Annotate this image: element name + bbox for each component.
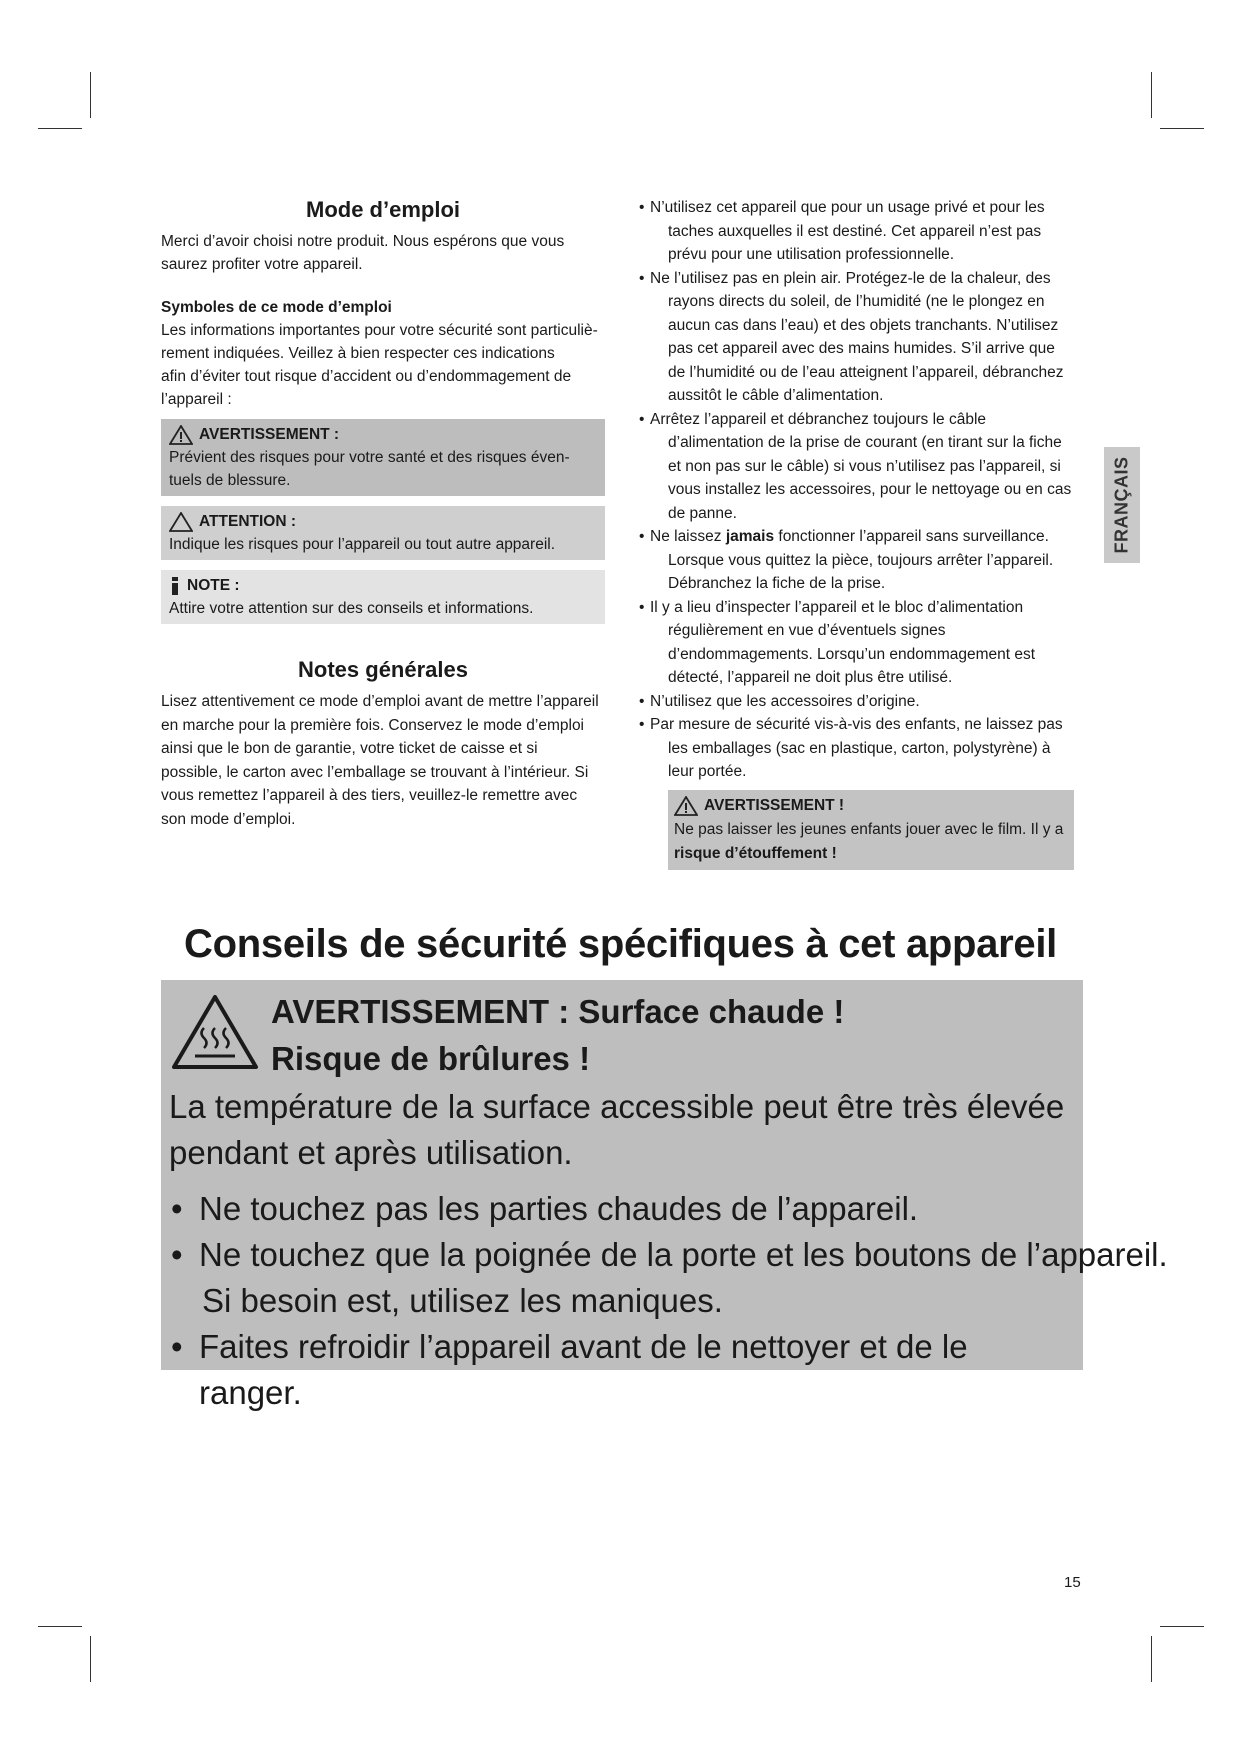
note-label: NOTE : [187, 577, 240, 594]
hot-surface-heading-line: AVERTISSEMENT : Surface chaude ! [271, 993, 845, 1030]
crop-mark [90, 72, 91, 118]
list-item-text: Si besoin est, utilisez les maniques. [202, 1282, 723, 1319]
mode-emploi-title: Mode d’emploi [306, 197, 460, 222]
list-item-text: fonctionner l’appareil sans surveillance. Lorsque vous quittez la pièce, toujours arrêter l’appareil. Débranchez la fiche de la prise. [668, 528, 1054, 592]
crop-mark [1151, 72, 1152, 118]
language-tab-label: FRANÇAIS [1111, 456, 1132, 554]
suffocation-warning-box [668, 790, 1074, 870]
hot-surface-heading [271, 988, 844, 1082]
crop-mark [1160, 128, 1204, 129]
list-item: • Arrêtez l’appareil et débranchez toujours le câble d’alimentation de la prise de courant (en tirant sur la fiche et non pas sur le câble) si vous n’utilisez pas l’appareil, si vous installez les accessoires, pour le nettoyage ou en cas de panne. [636, 408, 1074, 526]
suffocation-warning-text: Ne pas laisser les jeunes enfants jouer avec le film. Il y a [674, 820, 1064, 838]
general-line: en marche pour la première fois. Conservez le mode d’emploi [161, 716, 585, 734]
hot-surface-list [169, 1186, 1168, 1416]
language-tab [1104, 447, 1140, 563]
symbols-line: rement indiquées. Veillez à bien respecter ces indications [161, 345, 555, 362]
suffocation-warning-bold: risque d’étouffement ! [674, 844, 837, 862]
warning-label: AVERTISSEMENT : [199, 426, 340, 443]
general-line: son mode d’emploi. [161, 810, 296, 828]
hot-surface-heading-line: Risque de brûlures ! [271, 1040, 591, 1077]
hot-surface-text: pendant et après utilisation. [169, 1134, 573, 1171]
general-line: Lisez attentivement ce mode d’emploi avant de mettre l’appareil [161, 693, 599, 710]
symbols-line: Les informations importantes pour votre sécurité sont particuliè- [161, 322, 598, 339]
warning-line: Prévient des risques pour votre santé et des risques éven- [169, 449, 570, 466]
left-column [161, 196, 605, 831]
right-column [636, 196, 1074, 870]
warning-triangle-icon [169, 425, 193, 445]
list-item: • Par mesure de sécurité vis-à-vis des enfants, ne laissez pas les emballages (sac en plastique, carton, polystyrène) à leur portée. [636, 713, 1074, 784]
warning-box [161, 419, 605, 496]
hot-surface-text: La température de la surface accessible peut être très élevée [169, 1088, 1065, 1125]
info-icon [169, 576, 181, 596]
warning-triangle-icon [674, 796, 698, 816]
note-text: Attire votre attention sur des conseils et informations. [169, 600, 534, 617]
intro-line: saurez profiter votre appareil. [161, 256, 363, 273]
hot-surface-body [169, 1084, 1168, 1416]
list-item [636, 525, 1074, 596]
list-item-text: Ne touchez que la poignée de la porte et les boutons de l’appareil. [199, 1236, 1168, 1273]
page-number: 15 [1064, 1574, 1081, 1591]
general-notes-title: Notes générales [298, 657, 468, 682]
symbols-line: afin d’éviter tout risque d’accident ou d’endommagement de [161, 368, 572, 385]
list-item [169, 1232, 1168, 1324]
list-item: • N’utilisez cet appareil que pour un usage privé et pour les taches auxquelles il est destiné. Cet appareil n’est pas prévu pour une utilisation professionnelle. [636, 196, 1074, 267]
note-box [161, 570, 605, 624]
general-line: ainsi que le bon de garantie, votre ticket de caisse et si [161, 740, 538, 757]
list-item-text: Ne laissez [650, 528, 726, 545]
intro-line: Merci d’avoir choisi notre produit. Nous espérons que vous [161, 233, 565, 250]
crop-mark [1160, 1626, 1204, 1627]
attention-triangle-icon [169, 512, 193, 532]
attention-box [161, 506, 605, 560]
symbols-title: Symboles de ce mode d’emploi [161, 299, 392, 316]
safety-list [636, 196, 1074, 784]
list-item-emphasis: jamais [725, 528, 775, 545]
attention-label: ATTENTION : [199, 513, 297, 530]
attention-text: Indique les risques pour l’appareil ou tout autre appareil. [169, 536, 556, 553]
hot-surface-warning-box [161, 980, 1168, 1411]
list-item: • Faites refroidir l’appareil avant de le nettoyer et de le ranger. [169, 1324, 1074, 1416]
safety-section-title: Conseils de sécurité spécifiques à cet appareil [184, 922, 1057, 966]
list-item: • Il y a lieu d’inspecter l’appareil et le bloc d’alimentation régulièrement en vue d’éventuels signes d’endommagements. Lorsqu’un endommagement est détecté, l’appareil ne doit plus être utilisé. [636, 596, 1074, 690]
crop-mark [38, 1626, 82, 1627]
general-line: possible, le carton avec l’emballage se trouvant à l’intérieur. Si [161, 763, 589, 781]
symbols-line: l’appareil : [161, 391, 232, 408]
hot-surface-icon [171, 994, 259, 1070]
list-item: • Ne touchez pas les parties chaudes de l’appareil. [169, 1186, 1074, 1232]
suffocation-warning-label: AVERTISSEMENT ! [704, 796, 845, 814]
crop-mark [38, 128, 82, 129]
general-line: vous remettez l’appareil à des tiers, veuillez-le remettre avec [161, 787, 578, 804]
crop-mark [90, 1636, 91, 1682]
list-item: • Ne l’utilisez pas en plein air. Protégez-le de la chaleur, des rayons directs du soleil, de l’humidité (ne le plongez en aucun cas dans l’eau) et des objets tranchants. N’utilisez pas cet appareil avec des mains humides. S’il arrive que de l’humidité ou de l’eau atteignent l’appareil, débranchez aussitôt le câble d’alimentation. [636, 267, 1074, 408]
list-item: • N’utilisez que les accessoires d’origine. [636, 690, 1074, 714]
crop-mark [1151, 1636, 1152, 1682]
warning-line: tuels de blessure. [169, 472, 291, 489]
